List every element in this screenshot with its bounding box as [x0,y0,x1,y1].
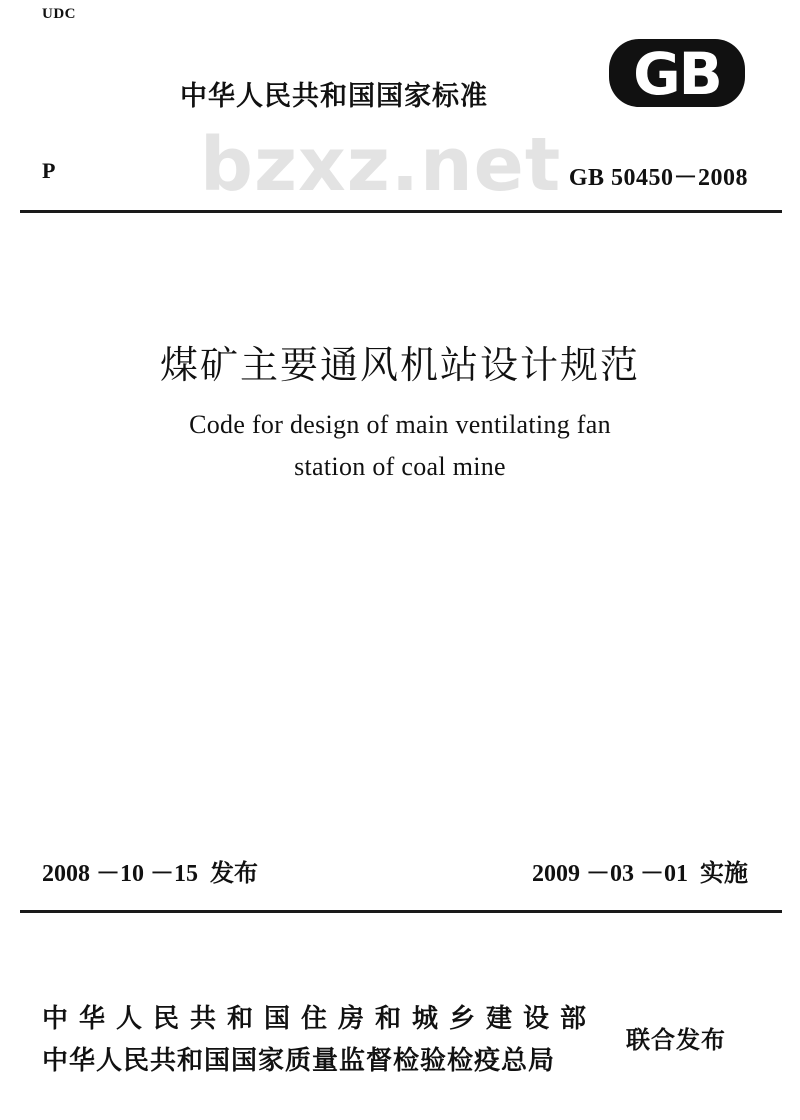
gb-logo [607,36,747,110]
issue-label: 发布 [210,859,258,887]
english-title-line-2: station of coal mine [294,452,506,481]
joint-issue-label: 联合发布 [626,1026,726,1054]
standard-number: GB 50450－2008 [568,165,748,191]
classification-code: P [42,158,56,183]
issue-date-block [42,853,258,888]
issuer-quality-administration: 中华人民共和国国家质量监督检验检疫总局 [42,1046,556,1076]
udc-label: UDC [42,6,76,22]
issue-date: 2008 －10 －15 [42,861,210,887]
top-divider [20,210,782,213]
bottom-divider [20,910,782,913]
english-title-line-1: Code for design of main ventilating fan [189,410,611,439]
gb-logo-text: GB [633,40,721,108]
standard-type-heading: 中华人民共和国国家标准 [180,81,488,112]
watermark: bzxz.net [200,122,562,208]
implementation-date: 2009 －03 －01 [532,861,700,887]
implementation-date-block [532,853,748,888]
implementation-label: 实施 [700,859,748,887]
issuer-ministry-housing: 中华人民共和国住房和城乡建设部 [42,1004,598,1034]
document-title-chinese: 煤矿主要通风机站设计规范 [159,343,640,387]
document-title-english [0,404,800,488]
